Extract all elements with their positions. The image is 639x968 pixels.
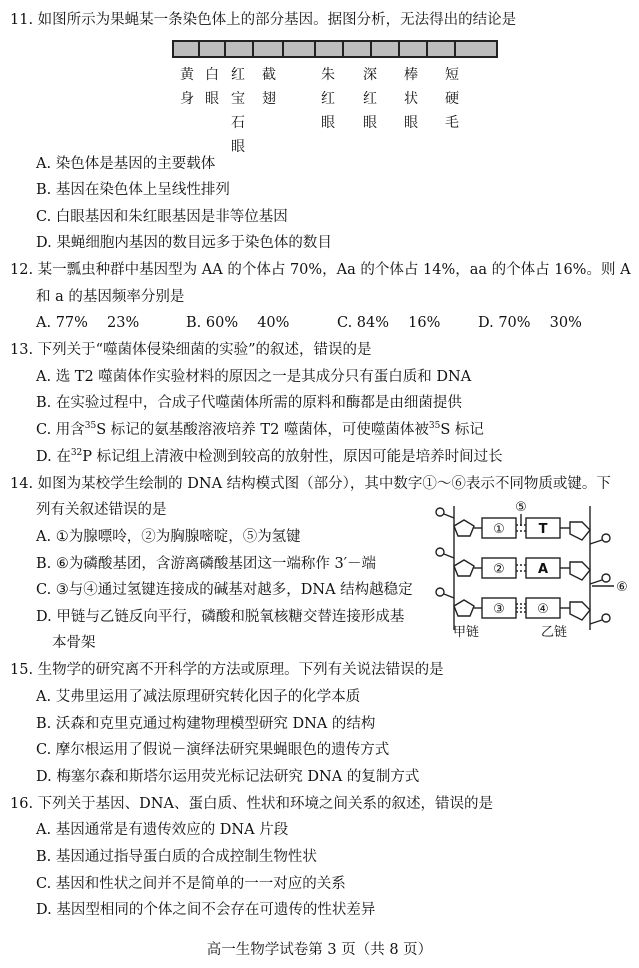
base-label-t: T xyxy=(538,522,548,537)
gene-label: 白眼 xyxy=(205,67,219,107)
strand-left-label: 甲链 xyxy=(452,625,480,640)
strand-right-label: 乙链 xyxy=(540,625,568,640)
q11-option-c: C. 白眼基因和朱红眼基因是非等位基因 xyxy=(36,209,288,225)
base-label-3: ③ xyxy=(493,602,505,617)
q14-stem-line2: 列有关叙述错误的是 xyxy=(36,502,167,518)
q13-stem: 13. 下列关于“噬菌体侵染细菌的实验”的叙述，错误的是 xyxy=(10,342,372,358)
base-label-2: ② xyxy=(493,562,505,577)
q11-option-d: D. 果蝇细胞内基因的数目远多于染色体的数目 xyxy=(36,235,332,251)
q16-option-a: A. 基因通常是有遗传效应的 DNA 片段 xyxy=(36,822,289,838)
q11-option-a: A. 染色体是基因的主要载体 xyxy=(36,156,216,172)
q16-option-b: B. 基因通过指导蛋白质的合成控制生物性状 xyxy=(36,849,317,865)
gene-label: 短硬毛 xyxy=(445,67,459,131)
q12-option-a: A. 77% 23% xyxy=(36,315,140,331)
q12-option-b: B. 60% 40% xyxy=(186,315,290,331)
q15-stem: 15. 生物学的研究离不开科学的方法或原理。下列有关说法错误的是 xyxy=(10,662,444,678)
label-6: ⑥ xyxy=(616,580,628,595)
gene-label: 红宝石眼 xyxy=(231,67,245,155)
q16-option-d: D. 基因型相同的个体之间不会存在可遗传的性状差异 xyxy=(36,902,376,918)
q14-stem-line1: 14. 如图为某校学生绘制的 DNA 结构模式图（部分），其中数字①～⑥表示不同物质或键。下 xyxy=(10,476,611,492)
q13-option-b: B. 在实验过程中，合成子代噬菌体所需的原料和酶都是由细菌提供 xyxy=(36,395,462,411)
q16-stem: 16. 下列关于基因、DNA、蛋白质、性状和环境之间关系的叙述，错误的是 xyxy=(10,796,493,812)
gene-label: 朱红眼 xyxy=(321,67,335,131)
q12-stem-line1: 12. 某一瓢虫种群中基因型为 AA 的个体占 70%，Aa 的个体占 14%，aa 的个体占 16%。则 A xyxy=(10,262,631,278)
q14-option-d-cont: 本骨架 xyxy=(52,635,96,651)
q12-option-d: D. 70% 30% xyxy=(478,315,582,331)
base-label-1: ① xyxy=(493,522,505,537)
gene-label: 黄身 xyxy=(180,67,194,107)
q11-option-b: B. 基因在染色体上呈线性排列 xyxy=(36,182,230,198)
q14-option-b: B. ⑥为磷酸基团，含游离磷酸基团这一端称作 3′－端 xyxy=(36,556,376,572)
q12-option-c: C. 84% 16% xyxy=(337,315,441,331)
dna-structure-diagram xyxy=(424,500,630,640)
gene-label: 深红眼 xyxy=(363,67,377,131)
q14-option-c: C. ③与④通过氢键连接成的碱基对越多，DNA 结构越稳定 xyxy=(36,582,413,598)
q15-option-a: A. 艾弗里运用了减法原理研究转化因子的化学本质 xyxy=(36,689,361,705)
q13-option-a: A. 选 T2 噬菌体作实验材料的原因之一是其成分只有蛋白质和 DNA xyxy=(36,369,472,385)
chromosome-diagram xyxy=(172,40,498,58)
gene-label: 截翅 xyxy=(262,67,276,107)
q15-option-c: C. 摩尔根运用了假说－演绎法研究果蝇眼色的遗传方式 xyxy=(36,742,390,758)
q15-option-d: D. 梅塞尔森和斯塔尔运用荧光标记法研究 DNA 的复制方式 xyxy=(36,769,420,785)
q13-option-c: C. 用含$^{35}$S 标记的氨基酸溶液培养 T2 噬菌体，可使噬菌体被$^{35}$S 标记 xyxy=(36,421,484,438)
q14-option-d: D. 甲链与乙链反向平行，磷酸和脱氧核糖交替连接形成基 xyxy=(36,609,405,625)
page-footer: 高一生物学试卷第 3 页（共 8 页） xyxy=(206,942,433,958)
label-5: ⑤ xyxy=(515,500,527,515)
base-label-4: ④ xyxy=(537,602,549,617)
q11-stem: 11. 如图所示为果蝇某一条染色体上的部分基因。据图分析，无法得出的结论是 xyxy=(10,12,517,28)
q13-option-d: D. 在$^{32}$P 标记组上清液中检测到较高的放射性，原因可能是培养时间过长 xyxy=(36,448,503,465)
base-label-a: A xyxy=(537,562,549,577)
gene-label: 棒状眼 xyxy=(404,67,418,131)
q14-option-a: A. ①为腺嘌呤，②为胸腺嘧啶，⑤为氢键 xyxy=(36,529,301,545)
q16-option-c: C. 基因和性状之间并不是简单的一一对应的关系 xyxy=(36,876,346,892)
q12-stem-line2: 和 a 的基因频率分别是 xyxy=(36,289,185,305)
q15-option-b: B. 沃森和克里克通过构建物理模型研究 DNA 的结构 xyxy=(36,716,376,732)
